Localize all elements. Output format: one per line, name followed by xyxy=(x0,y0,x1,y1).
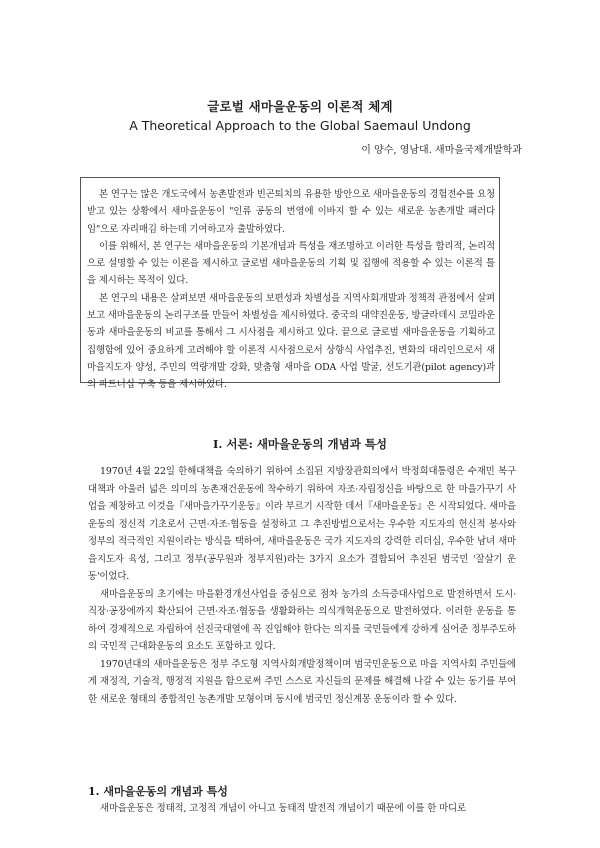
abstract-paragraph: 본 연구는 많은 개도국에서 농촌발전과 빈곤퇴치의 유용한 방안으로 새마을운동의 경험전수를 요청받고 있는 상황에서 새마을운동이 "인류 공동의 번영에 이바지 할 수 있는 새로운 농촌개발 패러다임"으로 자리매김 하는데 기여하고자 출발하였다. xyxy=(87,189,496,235)
author-affiliation: 이 양수, 영남대. 새마을국제개발학과 xyxy=(361,145,522,156)
body-paragraph: 새마을운동의 초기에는 마을환경개선사업을 중심으로 점차 농가의 소득증대사업으로 발전하면서 도시·직장·공장에까지 확산되어 근면·자조·협동을 생활화하는 의식개혁운동으로 발전하였다. 이러한 운동을 통하여 경제적으로 자립하여 선진국대열에 꼭 진입해야 한다는 의지를 국민들에게 강하게 심어준 정부주도하의 국민적 근대화운동의 요소도 포함하고 있다. xyxy=(88,588,516,652)
subsection-body xyxy=(88,800,516,818)
abstract-box xyxy=(80,177,500,391)
subsection-heading: 1. 새마을운동의 개념과 특성 xyxy=(88,785,228,798)
body-paragraph: 1970년 4월 22일 한해대책을 숙의하기 위하여 소집된 지방장관회의에서 박정희대통령은 수재민 복구대책과 아울러 넓은 의미의 농촌재건운동에 착수하기 위하여 자조·자립정신을 바탕으로 한 마을가꾸기 사업을 제창하고 이것을『새마을가꾸기운동』이라 부르기 시작한 데서『새마을운동』은 시작되었다. 새마을운동의 정신적 기초로서 근면·자조·협동을 설정하고 그 추진방법으로서는 우수한 지도자의 헌신적 봉사와 정부의 적극적인 지원이라는 방식을 택하여, 새마을운동은 국가 지도자의 강력한 리더십, 우수한 남녀 새마을지도자 육성, 그리고 정부(공무원과 정부지원)라는 3가지 요소가 결합되어 추진된 범국민 '잘살기 운동'이었다. xyxy=(88,466,516,582)
body-paragraph: 1970년대의 새마을운동은 정부 주도형 지역사회개발정책이며 범국민운동으로 마을 지역사회 주민들에게 재정적, 기술적, 행정적 지원을 함으로써 주민 스스로 자신들의 문제를 해결해 나갈 수 있는 동기를 부여한 새로운 형태의 종합적인 농촌개발 모형이며 동시에 범국민 정신계몽 운동이라 할 수 있다. xyxy=(88,658,516,705)
body-paragraph: 새마을운동은 정태적, 고정적 개념이 아니고 동태적 발전적 개념이기 때문에 이를 한 마디로 xyxy=(100,803,466,814)
abstract-paragraph: 이를 위해서, 본 연구는 새마을운동의 기본개념과 특성을 재조명하고 이러한 특성을 합리적, 논리적으로 설명할 수 있는 이론을 제시하고 글로벌 새마을운동의 기획 및 집행에 적용할 수 있는 이론적 틀을 제시하는 목적이 있다. xyxy=(87,240,495,287)
section-body xyxy=(88,463,516,708)
title-english: A Theoretical Approach to the Global Saemaul Undong xyxy=(129,118,471,133)
section-heading: Ⅰ. 서론: 새마을운동의 개념과 특성 xyxy=(212,437,388,451)
abstract-paragraph: 본 연구의 내용은 살펴보면 새마을운동의 보편성과 차별성을 지역사회개발과 정책적 관점에서 살펴보고 새마을운동의 논리구조를 만들어 차별성을 제시하였다. 중국의 대약진운동, 방글라데시 코밀라운동과 새마을운동의 비교를 통해서 그 시사점을 제시하고 있다. 끝으로 글로벌 새마을운동을 기획하고 집행함에 있어 중요하게 고려해야 할 이론적 시사점으로서 상향식 사업추진, 변화의 대리인으로서 새마을지도자 양성, 주민의 역량개발 강화, 맞춤형 새마을 ODA 사업 발굴, 선도기관(pilot agency)과의 파트너십 구축 등을 제시하였다. xyxy=(87,292,496,391)
title-korean: 글로벌 새마을운동의 이론적 체계 xyxy=(207,99,393,114)
